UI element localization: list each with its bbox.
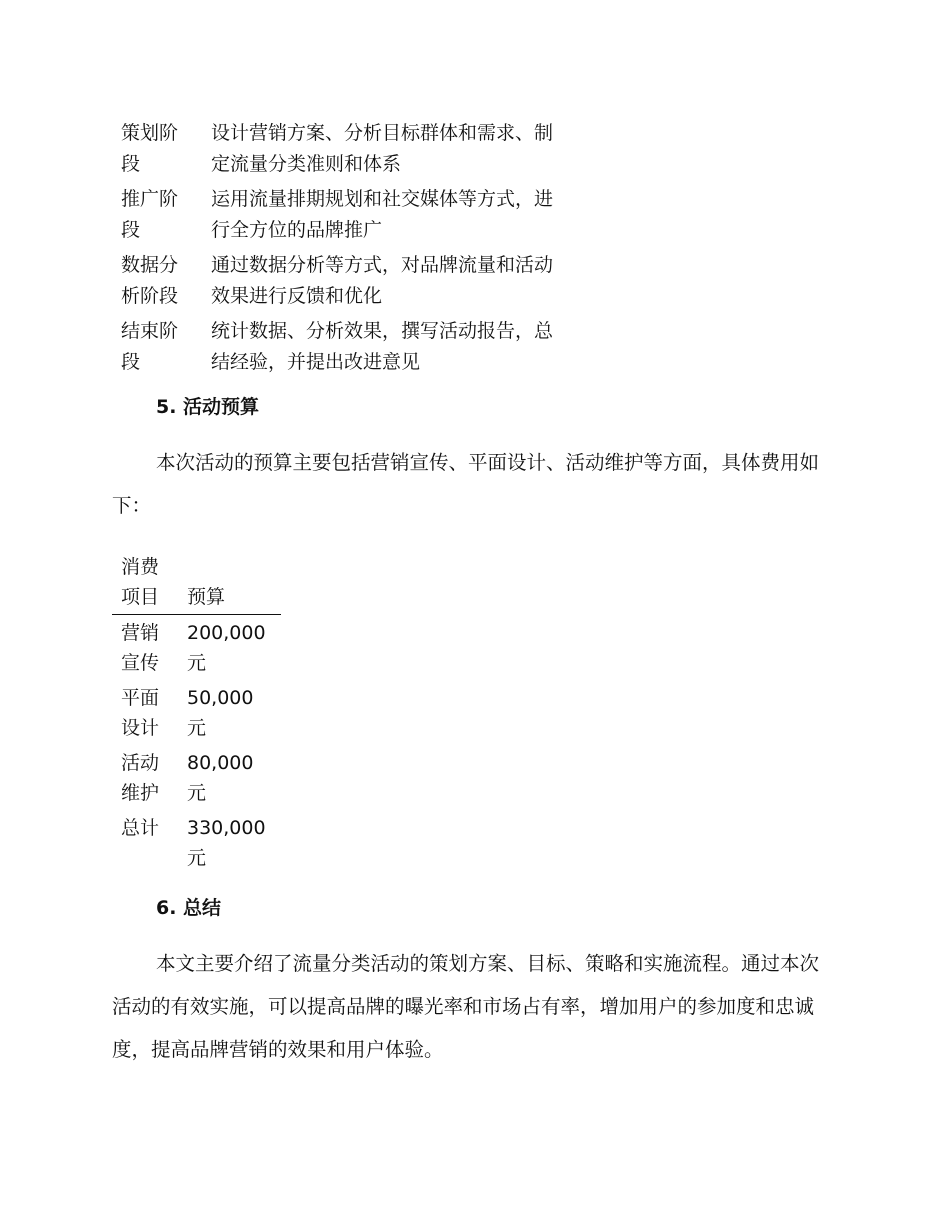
column-header-budget: 预算 <box>187 586 226 608</box>
stage-description: 设计营销方案、分析目标群体和需求、制定流量分类准则和体系 <box>211 122 554 175</box>
budget-item: 活动维护 <box>121 752 160 804</box>
stage-description: 运用流量排期规划和社交媒体等方式，进行全方位的品牌推广 <box>211 188 554 241</box>
section-6-heading: 6. 总结 <box>156 897 222 919</box>
section-6-body: 本文主要介绍了流量分类活动的策划方案、目标、策略和实施流程。通过本次活动的有效实施，可以提高品牌的曝光率和市场占有率，增加用户的参加度和忠诚度，提高品牌营销的效果和用户体验。 <box>112 952 820 1061</box>
stage-description: 统计数据、分析效果，撰写活动报告，总结经验，并提出改进意见 <box>211 320 554 373</box>
table-row <box>112 680 281 745</box>
budget-amount: 330,000元 <box>187 817 266 869</box>
budget-table <box>112 552 281 875</box>
table-row <box>112 118 571 184</box>
budget-amount: 50,000元 <box>187 687 254 739</box>
section-5-intro: 本次活动的预算主要包括营销宣传、平面设计、活动维护等方面，具体费用如下： <box>112 451 820 517</box>
stage-table <box>112 118 571 382</box>
budget-item: 营销宣传 <box>121 622 160 674</box>
budget-item: 总计 <box>121 817 160 839</box>
section-5-heading: 5. 活动预算 <box>156 396 260 418</box>
table-row <box>112 615 281 681</box>
stage-name: 策划阶段 <box>121 122 179 175</box>
stage-name: 结束阶段 <box>121 320 179 373</box>
table-row <box>112 810 281 875</box>
stage-name: 推广阶段 <box>121 188 179 241</box>
column-header-item: 消费项目 <box>121 556 160 608</box>
budget-amount: 200,000元 <box>187 622 266 674</box>
stage-description: 通过数据分析等方式，对品牌流量和活动效果进行反馈和优化 <box>211 254 554 307</box>
table-header-row <box>112 552 281 615</box>
budget-item: 平面设计 <box>121 687 160 739</box>
stage-name: 数据分析阶段 <box>121 254 179 307</box>
table-row <box>112 745 281 810</box>
budget-amount: 80,000元 <box>187 752 254 804</box>
table-row <box>112 184 571 250</box>
table-row <box>112 250 571 316</box>
table-row <box>112 316 571 382</box>
